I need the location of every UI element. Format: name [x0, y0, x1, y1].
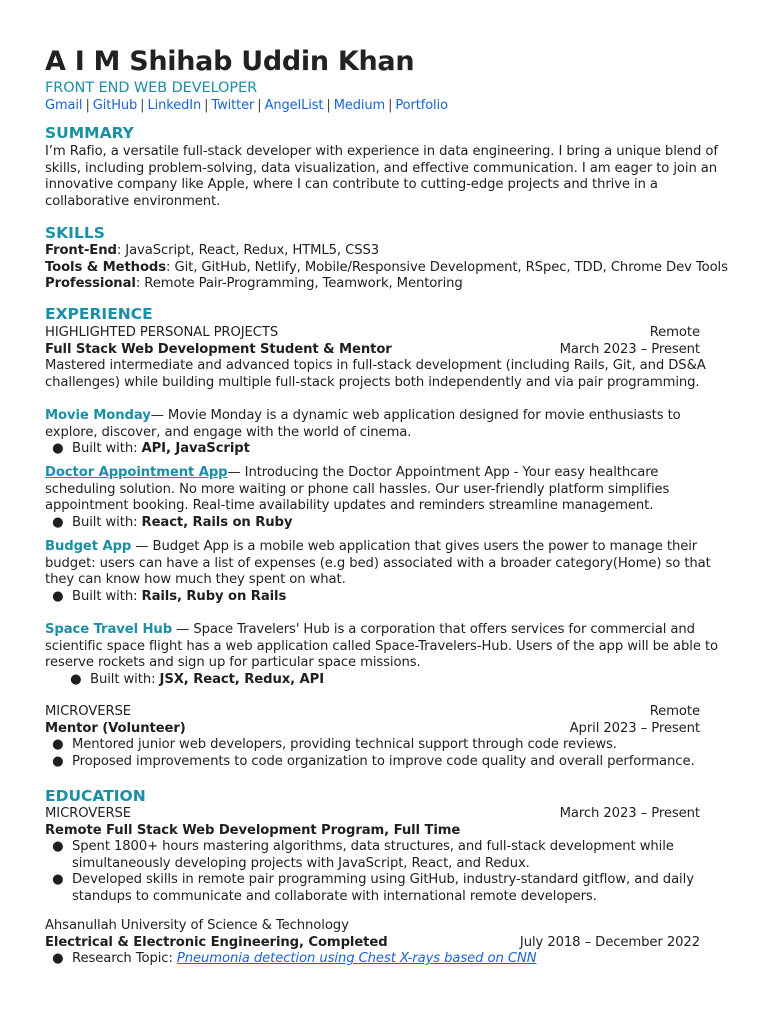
link-separator: |	[388, 98, 393, 113]
job-title: Mentor (Volunteer)	[45, 720, 186, 736]
skill-label: Tools & Methods	[45, 259, 167, 275]
education-microverse	[45, 806, 730, 905]
research-link[interactable]: Pneumonia detection using Chest X-rays based on CNN	[176, 951, 537, 966]
link-separator: |	[204, 98, 209, 113]
list-item: ● Built with: JSX, React, Redux, API	[70, 671, 325, 687]
bullet: ●	[52, 737, 64, 752]
project-description: — Movie Monday is a dynamic web application designed for movie enthusiasts to explore, discover, and engage with the world of cinema.	[45, 408, 681, 440]
gmail-link[interactable]: Gmail	[45, 98, 83, 113]
portfolio-link[interactable]: Portfolio	[395, 98, 448, 113]
link-separator: |	[85, 98, 90, 113]
program-name: Remote Full Stack Web Development Program, Full Time	[45, 822, 461, 838]
job-org: HIGHLIGHTED PERSONAL PROJECTS	[45, 325, 279, 340]
medium-link[interactable]: Medium	[333, 98, 386, 113]
job-microverse-mentor	[45, 704, 730, 770]
job-location: Remote	[649, 325, 700, 340]
school-name: MICROVERSE	[45, 806, 132, 821]
built-with: React, Rails on Ruby	[141, 514, 293, 530]
built-with: API, JavaScript	[141, 441, 250, 456]
bullet: ●	[52, 872, 64, 887]
list-item: ● Built with: Rails, Ruby on Rails	[52, 588, 287, 604]
skill-value: : Git, GitHub, Netlify, Mobile/Responsive Development, RSpec, TDD, Chrome Dev Tools	[166, 259, 728, 275]
list-item: ● Developed skills in remote pair programming using GitHub, industry-standard gitflow, and daily standups to communicate and collaborate with international remote developers.	[52, 872, 694, 904]
skill-row	[45, 243, 730, 260]
summary-section	[45, 144, 730, 210]
project-description: — Introducing the Doctor Appointment App - Your easy healthcare scheduling solution. No more waiting or phone call hassles. Our user-friendly platform simplifies appointment booking. Real-time availability updates and reminders streamline management.	[45, 465, 670, 513]
project-name[interactable]: Doctor Appointment App	[45, 465, 228, 480]
list-item: ● Proposed improvements to code organization to improve code quality and overall performance.	[52, 753, 695, 769]
summary-heading: SUMMARY	[45, 124, 134, 142]
built-with: JSX, React, Redux, API	[159, 671, 325, 687]
education-university	[45, 918, 730, 968]
list-item: ● Spent 1800+ hours mastering algorithms, data structures, and full-stack development while simultaneously developing projects with JavaScript, React, and Redux.	[52, 839, 674, 871]
degree-name: Electrical & Electronic Engineering, Completed	[45, 934, 388, 950]
skill-row	[45, 276, 730, 293]
job-dates: April 2023 – Present	[569, 720, 700, 736]
job-location: Remote	[649, 704, 700, 719]
angellist-link[interactable]: AngelList	[264, 98, 324, 113]
project-doctor-appointment	[45, 465, 730, 531]
skill-row	[45, 260, 730, 277]
job-title: Full Stack Web Development Student & Mentor	[45, 341, 392, 357]
bullet: ●	[52, 514, 64, 530]
summary-text: I’m Rafio, a versatile full-stack developer with experience in data engineering. I bring a unique blend of skills, including problem-solving, data visualization, and effective communication. I am eager to join an innovative company like Apple, where I can contribute to cutting-edge projects and thrive in a collaborative environment.	[45, 144, 718, 209]
school-dates: March 2023 – Present	[559, 806, 700, 821]
school-name: Ahsanullah University of Science & Technology	[45, 918, 349, 933]
school-dates: July 2018 – December 2022	[519, 934, 700, 950]
skills-heading: SKILLS	[45, 224, 105, 242]
built-with: Rails, Ruby on Rails	[141, 588, 287, 604]
link-separator: |	[326, 98, 331, 113]
twitter-link[interactable]: Twitter	[211, 98, 255, 113]
job-description: Mastered intermediate and advanced topics in full-stack development (including Rails, Git, and DS&A challenges) while building multiple full-stack projects both independently and via pair programming.	[45, 358, 706, 390]
list-item: ● Built with: React, Rails on Ruby	[52, 514, 293, 530]
job-dates: March 2023 – Present	[559, 341, 700, 357]
bullet: ●	[52, 951, 64, 966]
experience-heading: EXPERIENCE	[45, 305, 153, 323]
candidate-role: FRONT END WEB DEVELOPER	[45, 80, 258, 96]
bullet: ●	[52, 839, 64, 854]
job-org: MICROVERSE	[45, 704, 132, 719]
list-item: ● Research Topic: Pneumonia detection using Chest X-rays based on CNN	[52, 951, 537, 966]
bullet: ●	[52, 753, 64, 769]
project-budget-app	[45, 539, 730, 605]
project-name[interactable]: Movie Monday	[45, 408, 151, 423]
github-link[interactable]: GitHub	[92, 98, 138, 113]
project-space-travel-hub	[45, 622, 730, 688]
link-separator: |	[140, 98, 145, 113]
project-movie-monday	[45, 408, 730, 458]
linkedin-link[interactable]: LinkedIn	[147, 98, 202, 113]
skill-label: Professional	[45, 276, 136, 291]
education-heading: EDUCATION	[45, 787, 146, 805]
bullet: ●	[70, 671, 82, 687]
job-highlighted-projects	[45, 325, 730, 391]
bullet: ●	[52, 588, 64, 604]
candidate-name: A I M Shihab Uddin Khan	[45, 46, 415, 77]
project-description: — Budget App is a mobile web application that gives users the power to manage their budget: users can have a list of expenses (e.g bed) associated with a broader category(Home) so that they can know how much they spent on what.	[45, 539, 711, 587]
skill-value: : JavaScript, React, Redux, HTML5, CSS3	[116, 243, 380, 258]
skill-value: : Remote Pair-Programming, Teamwork, Mentoring	[135, 276, 463, 291]
skill-label: Front-End	[45, 243, 117, 258]
link-separator: |	[257, 98, 262, 113]
skills-section	[45, 243, 730, 293]
project-description: — Space Travelers' Hub is a corporation that offers services for commercial and scientific space flight has a web application called Space-Travelers-Hub. Users of the app will be able to reserve rockets and sign up for particular space missions.	[45, 622, 718, 670]
list-item: ● Built with: API, JavaScript	[52, 441, 250, 456]
contact-links	[45, 97, 448, 114]
project-name[interactable]: Space Travel Hub	[45, 622, 173, 637]
project-name[interactable]: Budget App	[45, 539, 132, 554]
bullet: ●	[52, 441, 64, 456]
list-item: ● Mentored junior web developers, providing technical support through code reviews.	[52, 737, 617, 752]
